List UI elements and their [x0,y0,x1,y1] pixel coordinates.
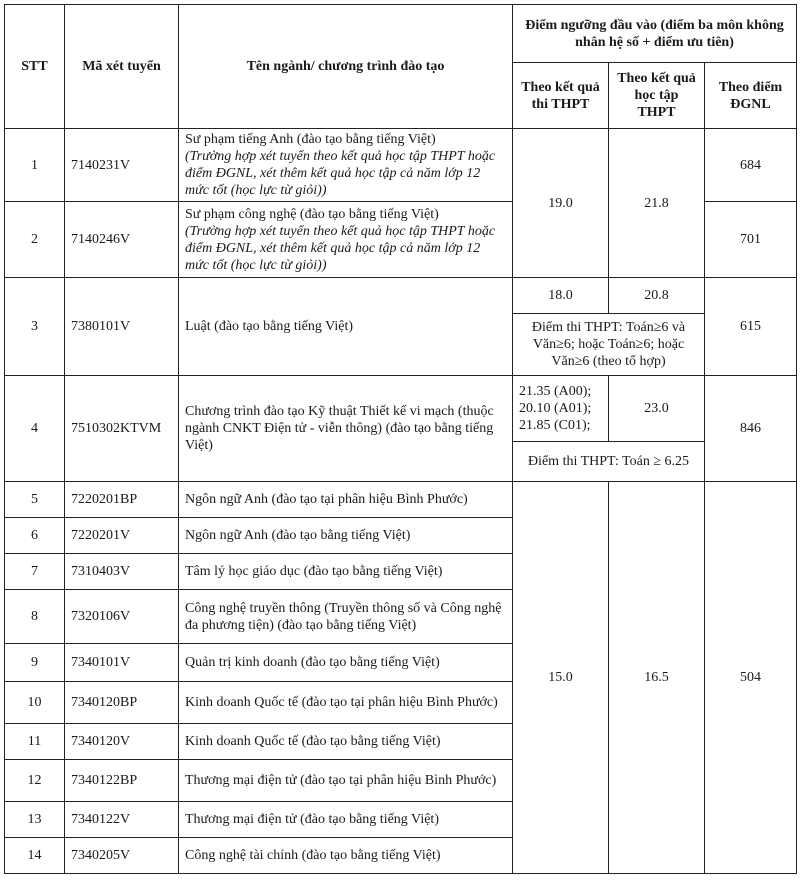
row-program-name: Kinh doanh Quốc tế (đào tạo tại phân hiệu Bình Phước) [179,682,513,724]
group-exam-score: 19.0 [513,129,609,278]
table-row [5,278,797,314]
row-program-name: Chương trình đào tạo Kỹ thuật Thiết kế vi mạch (thuộc ngành CNKT Điện tử - viễn thông) (đào tạo bằng tiếng Việt) [179,376,513,482]
row-program-name: Thương mại điện tử (đào tạo bằng tiếng Việt) [179,802,513,838]
row-code: 7510302KTVM [65,376,179,482]
row-stt: 10 [5,682,65,724]
row-dgnl: 846 [705,376,797,482]
row-stt: 2 [5,202,65,278]
header-thpt-record: Theo kết quả học tập THPT [609,63,705,129]
row-code: 7340122BP [65,760,179,802]
row-program-name: Ngôn ngữ Anh (đào tạo bằng tiếng Việt) [179,518,513,554]
row-program-name: Tâm lý học giáo dục (đào tạo bằng tiếng Việt) [179,554,513,590]
row-stt: 4 [5,376,65,482]
row-code: 7140231V [65,129,179,202]
row-program [179,129,513,202]
row-program-note: (Trường hợp xét tuyển theo kết quả học tập THPT hoặc điểm ĐGNL, xét thêm kết quả học tập cả năm lớp 12 mức tốt (học lực từ giỏi)) [185,223,496,273]
row-dgnl: 701 [705,202,797,278]
row-stt: 9 [5,644,65,682]
header-stt: STT [5,5,65,129]
row-stt: 3 [5,278,65,376]
row-record-score: 23.0 [609,376,705,442]
admission-threshold-table [4,4,797,874]
group-record-score: 21.8 [609,129,705,278]
row-program-name: Sư phạm tiếng Anh (đào tạo bằng tiếng Việt) [185,132,436,147]
row-dgnl: 684 [705,129,797,202]
row-stt: 6 [5,518,65,554]
row-stt: 1 [5,129,65,202]
row-stt: 13 [5,802,65,838]
row-stt: 12 [5,760,65,802]
row-program-name: Ngôn ngữ Anh (đào tạo tại phân hiệu Bình Phước) [179,482,513,518]
table-row [5,482,797,518]
row-condition: Điểm thi THPT: Toán≥6 và Văn≥6; hoặc Toán≥6; hoặc Văn≥6 (theo tổ hợp) [513,314,705,376]
row-exam-score: 18.0 [513,278,609,314]
row-program-name: Sư phạm công nghệ (đào tạo bằng tiếng Việt) [185,206,439,222]
row-condition: Điểm thi THPT: Toán ≥ 6.25 [513,442,705,482]
row-code: 7340205V [65,838,179,874]
row-code: 7340101V [65,644,179,682]
exam-score-a00: 21.35 (A00); [519,384,592,399]
row-program-name: Thương mại điện tử (đào tạo tại phân hiệu Bình Phước) [179,760,513,802]
row-code: 7380101V [65,278,179,376]
header-name: Tên ngành/ chương trình đào tạo [179,5,513,129]
header-dgnl: Theo điểm ĐGNL [705,63,797,129]
row-code: 7340122V [65,802,179,838]
row-program-name: Quản trị kinh doanh (đào tạo bằng tiếng Việt) [179,644,513,682]
row-record-score: 20.8 [609,278,705,314]
row-code: 7340120V [65,724,179,760]
table-row [5,376,797,442]
row-program-name: Kinh doanh Quốc tế (đào tạo bằng tiếng Việt) [179,724,513,760]
row-program-note: (Trường hợp xét tuyển theo kết quả học tập THPT hoặc điểm ĐGNL, xét thêm kết quả học tập cả năm lớp 12 mức tốt (học lực từ giỏi)) [185,149,496,198]
row-code: 7310403V [65,554,179,590]
table-row [5,129,797,202]
row-code: 7340120BP [65,682,179,724]
row-program-name: Luật (đào tạo bằng tiếng Việt) [179,278,513,376]
row-program-name: Công nghệ truyền thông (Truyền thông số và Công nghệ đa phương tiện) (đào tạo bằng tiếng Việt) [179,590,513,644]
row-stt: 11 [5,724,65,760]
group-exam-score: 15.0 [513,482,609,874]
row-code: 7220201BP [65,482,179,518]
row-program [179,202,513,278]
row-stt: 5 [5,482,65,518]
row-code: 7220201V [65,518,179,554]
row-program-name: Công nghệ tài chính (đào tạo bằng tiếng Việt) [179,838,513,874]
row-dgnl: 615 [705,278,797,376]
header-thpt-exam: Theo kết quả thi THPT [513,63,609,129]
row-stt: 8 [5,590,65,644]
exam-score-c01: 21.85 (C01); [519,418,591,433]
exam-score-a01: 20.10 (A01); [519,401,592,416]
row-stt: 7 [5,554,65,590]
row-exam-scores [513,376,609,442]
row-stt: 14 [5,838,65,874]
group-dgnl-score: 504 [705,482,797,874]
row-code: 7320106V [65,590,179,644]
header-threshold: Điểm ngưỡng đầu vào (điểm ba môn không nhân hệ số + điểm ưu tiên) [513,5,797,63]
row-code: 7140246V [65,202,179,278]
header-code: Mã xét tuyển [65,5,179,129]
group-record-score: 16.5 [609,482,705,874]
